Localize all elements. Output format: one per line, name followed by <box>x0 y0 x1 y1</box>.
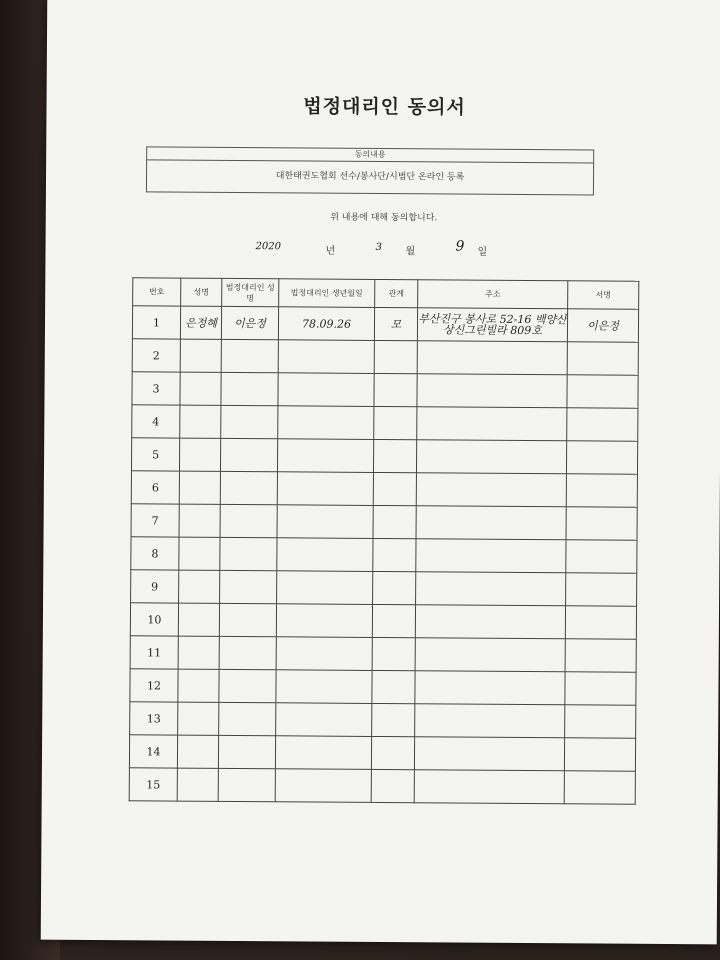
cell-number: 4 <box>132 405 180 438</box>
cell-guardian-birthdate <box>277 439 373 473</box>
cell-guardian-name <box>221 339 278 372</box>
cell-address <box>416 572 566 606</box>
cell-name <box>179 504 220 537</box>
cell-guardian-name <box>220 438 277 471</box>
table-row <box>132 306 638 343</box>
consent-content-text: 대한태권도협회 선수/봉사단/시범단 온라인 등록 <box>275 171 465 183</box>
cell-name <box>179 570 220 603</box>
cell-signature <box>566 507 637 540</box>
consent-content-header: 동의내용 <box>147 147 593 163</box>
date-day-unit: 일 <box>477 246 488 258</box>
cell-number: 3 <box>132 372 180 405</box>
cell-guardian-birthdate <box>276 637 372 671</box>
table-row <box>132 372 638 409</box>
cell-number: 7 <box>131 504 179 537</box>
table-row <box>130 603 636 640</box>
cell-guardian-name <box>219 669 276 702</box>
cell-name <box>178 702 219 735</box>
header-guardian-name: 법정대리인 성명 <box>222 278 279 306</box>
cell-guardian-birthdate <box>275 736 371 770</box>
cell-guardian-name <box>221 405 278 438</box>
cell-signature <box>567 375 638 408</box>
cell-address <box>415 671 565 705</box>
consent-content-box <box>146 146 594 195</box>
cell-guardian-name <box>220 504 277 537</box>
table-row <box>129 768 635 805</box>
table-row <box>131 471 637 508</box>
cell-relation <box>373 505 416 538</box>
cell-number: 2 <box>132 339 180 372</box>
cell-name <box>179 471 220 504</box>
cell-guardian-birthdate <box>278 406 374 440</box>
date-year: 2020 <box>255 241 282 253</box>
cell-guardian-name <box>218 768 275 801</box>
cell-guardian-birthdate <box>277 472 373 506</box>
document-title: 법정대리인 동의서 <box>303 95 466 119</box>
cell-signature <box>567 342 638 375</box>
cell-relation <box>373 472 416 505</box>
cell-address <box>414 737 564 771</box>
table-row <box>132 339 638 376</box>
cell-signature: 이은정 <box>567 309 638 342</box>
header-signature: 서명 <box>568 281 639 309</box>
cell-address <box>415 704 565 738</box>
cell-address <box>417 341 567 375</box>
date-month: 3 <box>375 241 382 253</box>
cell-number: 11 <box>130 636 178 669</box>
cell-name <box>179 438 220 471</box>
cell-guardian-birthdate <box>276 703 372 737</box>
date-line <box>255 238 488 263</box>
cell-guardian-name <box>219 603 276 636</box>
table-row <box>131 570 637 607</box>
consent-form-paper <box>41 0 720 944</box>
cell-number: 15 <box>129 768 177 801</box>
cell-relation <box>372 670 415 703</box>
cell-address <box>415 605 565 639</box>
cell-number: 12 <box>130 669 178 702</box>
cell-number: 14 <box>129 735 177 768</box>
header-guardian-birthdate: 법정대리인 생년월일 <box>279 279 375 308</box>
cell-relation <box>374 406 417 439</box>
cell-name <box>179 537 220 570</box>
cell-name: 은정혜 <box>180 306 221 339</box>
table-row <box>132 405 638 442</box>
cell-guardian-birthdate <box>275 769 371 803</box>
cell-relation <box>373 538 416 571</box>
cell-relation <box>372 637 415 670</box>
cell-address <box>414 770 564 804</box>
header-number: 번호 <box>133 278 181 306</box>
cell-name <box>177 735 218 768</box>
cell-guardian-name <box>220 471 277 504</box>
table-row <box>130 702 636 739</box>
cell-relation <box>374 340 417 373</box>
cell-number: 1 <box>132 306 180 339</box>
cell-guardian-name <box>219 702 276 735</box>
cell-relation <box>372 703 415 736</box>
cell-address <box>415 638 565 672</box>
agreement-statement: 위 내용에 대해 동의합니다. <box>330 212 438 224</box>
cell-signature <box>566 441 637 474</box>
table-row <box>131 438 637 475</box>
cell-relation <box>373 439 416 472</box>
cell-signature <box>565 672 636 705</box>
table-row <box>130 636 636 673</box>
cell-number: 6 <box>131 471 179 504</box>
cell-address <box>417 374 567 408</box>
table-row <box>131 504 637 541</box>
cell-guardian-birthdate: 78.09.26 <box>278 307 374 341</box>
cell-name <box>177 768 218 801</box>
cell-name <box>180 372 221 405</box>
cell-address <box>416 506 566 540</box>
table-row <box>130 669 636 706</box>
cell-signature <box>565 705 636 738</box>
cell-signature <box>566 474 637 507</box>
cell-signature <box>566 540 637 573</box>
date-month-unit: 월 <box>405 246 416 258</box>
cell-name <box>180 339 221 372</box>
cell-number: 13 <box>130 702 178 735</box>
cell-number: 8 <box>131 537 179 570</box>
cell-signature <box>564 771 635 804</box>
cell-number: 9 <box>131 570 179 603</box>
cell-address <box>416 440 566 474</box>
header-name: 성명 <box>181 278 222 306</box>
cell-relation <box>374 373 417 406</box>
cell-address <box>417 407 567 441</box>
cell-guardian-birthdate <box>276 670 372 704</box>
cell-address <box>416 473 566 507</box>
cell-guardian-birthdate <box>277 538 373 572</box>
cell-guardian-birthdate <box>277 571 373 605</box>
cell-relation <box>373 571 416 604</box>
cell-guardian-birthdate <box>277 505 373 539</box>
cell-relation <box>371 736 414 769</box>
cell-guardian-name <box>218 735 275 768</box>
cell-guardian-birthdate <box>278 373 374 407</box>
cell-relation: 모 <box>374 307 417 340</box>
cell-name <box>180 405 221 438</box>
cell-address: 부산진구 봉사로 52-16 백양산상신그린빌라 809호 <box>417 308 567 342</box>
cell-guardian-name <box>220 537 277 570</box>
cell-name <box>178 603 219 636</box>
cell-address <box>416 539 566 573</box>
cell-guardian-birthdate <box>278 340 374 374</box>
date-day: 9 <box>455 238 465 255</box>
cell-name <box>178 636 219 669</box>
cell-number: 10 <box>130 603 178 636</box>
cell-number: 5 <box>131 438 179 471</box>
cell-signature <box>567 408 638 441</box>
guardian-roster-table <box>129 277 640 805</box>
cell-signature <box>566 573 637 606</box>
cell-guardian-birthdate <box>276 604 372 638</box>
header-relation: 관계 <box>375 279 418 307</box>
cell-guardian-name <box>219 636 276 669</box>
table-row <box>131 537 637 574</box>
date-year-unit: 년 <box>325 245 336 257</box>
cell-relation <box>372 604 415 637</box>
cell-guardian-name <box>221 372 278 405</box>
cell-signature <box>565 639 636 672</box>
cell-signature <box>564 738 635 771</box>
table-row <box>129 735 635 772</box>
cell-name <box>178 669 219 702</box>
cell-guardian-name: 이은정 <box>221 306 278 339</box>
header-address: 주소 <box>418 280 568 309</box>
cell-signature <box>565 606 636 639</box>
cell-guardian-name <box>220 570 277 603</box>
cell-relation <box>371 769 414 802</box>
table-header-row <box>133 278 639 310</box>
